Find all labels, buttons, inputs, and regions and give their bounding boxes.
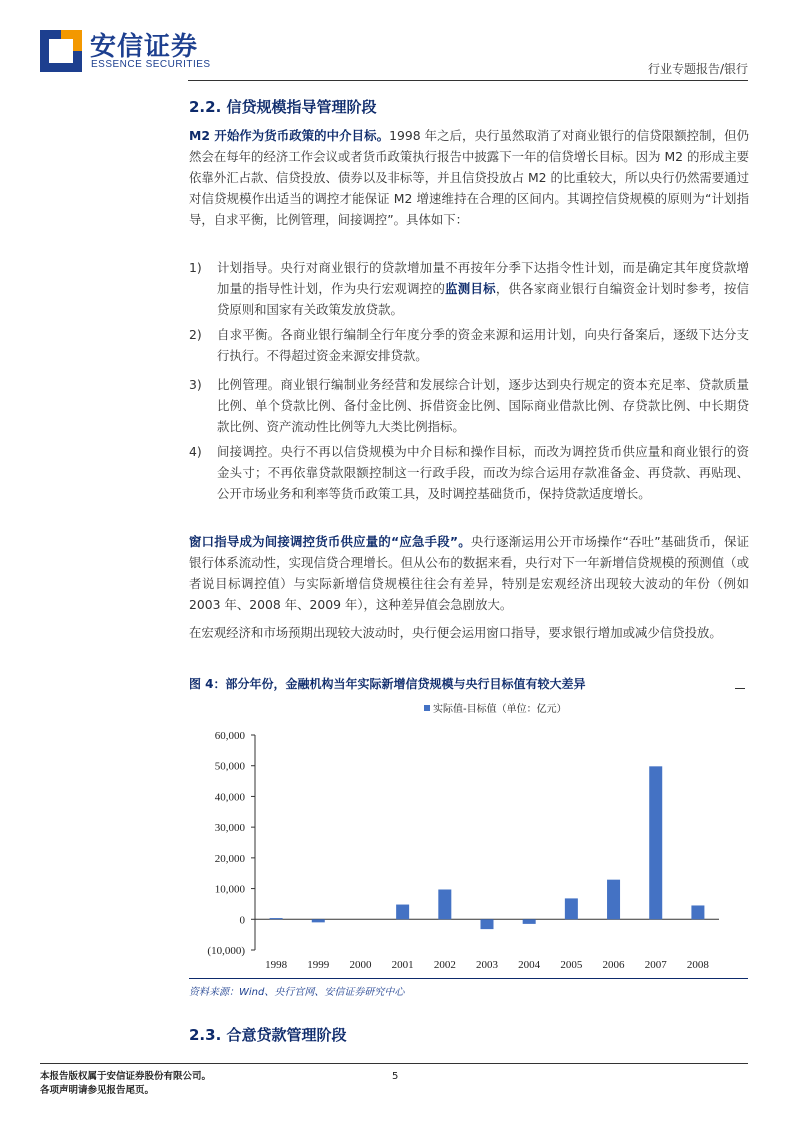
list-item-text: 自求平衡。各商业银行编制全行年度分季的资金来源和运用计划，向央行备案后，逐级下达分支行执行。不得超过资金来源安排贷款。 [217, 327, 749, 363]
x-tick-label: 2005 [560, 959, 583, 971]
x-tick-label: 2006 [602, 959, 625, 971]
bar-2003 [481, 919, 494, 929]
y-tick-label: 60,000 [214, 730, 245, 742]
y-tick-label: (10,000) [207, 945, 245, 957]
x-tick-label: 2007 [644, 959, 667, 971]
report-type: 行业专题报告/银行 [647, 62, 748, 76]
bar-chart [189, 693, 744, 976]
bar-2004 [523, 919, 536, 924]
bar-1998 [270, 918, 283, 919]
footer-copyright: 本报告版权属于安信证券股份有限公司。 [40, 1071, 212, 1082]
logo-english-name: ESSENCE SECURITIES [91, 59, 211, 70]
footer-notice: 各项声明请参见报告尾页。 [40, 1085, 155, 1096]
bars-group [270, 766, 705, 929]
footer-divider [40, 1063, 748, 1064]
list-item-text: 间接调控。央行不再以信贷规模为中介目标和操作目标，而改为调控货币供应量和商业银行的资金头寸；不再依靠贷款限额控制这一行政手段，而改为综合运用存款准备金、再贷款、再贴现、公开市场业务和利率等货币政策工具，及时调控基础货币，保持贷款适度增长。 [217, 444, 749, 501]
x-tick-label: 2001 [391, 959, 414, 971]
x-tick-label: 2004 [518, 959, 541, 971]
page-number: 5 [392, 1071, 399, 1082]
figure-title-dash [735, 688, 745, 689]
list-item-text: 计划指导。央行对商业银行的贷款增加量不再按年分季下达指令性计划，而是确定其年度贷款增加量的指导性计划，作为央行宏观调控的监测目标，供各家商业银行自编资金计划时参考，按信贷原则和国家有关政策发放贷款。 [217, 260, 750, 317]
list-item-number: 2) [189, 327, 202, 342]
figure-title: 图 4：部分年份，金融机构当年实际新增信贷规模与央行目标值有较大差异 [189, 677, 586, 691]
bar-2007 [649, 766, 662, 919]
legend-swatch [424, 705, 430, 711]
header-divider [188, 80, 748, 81]
bar-2002 [438, 889, 451, 919]
y-tick-label: 40,000 [214, 791, 245, 804]
bar-2008 [691, 905, 704, 919]
y-tick-label: 10,000 [214, 883, 245, 896]
x-tick-label: 2008 [686, 959, 709, 971]
y-axis [207, 730, 719, 957]
bar-2001 [396, 905, 409, 920]
footer-disclaimer [40, 1070, 211, 1098]
paragraph-window-guidance [189, 531, 749, 615]
paragraph-text: 央行逐渐运用公开市场操作“吞吐”基础货币，保证银行体系流动性，实现信贷合理增长。但从公布的数据来看，央行对下一年新增信贷规模的预测值（或者说目标调控值）与实际新增信贷规模往往会有差异，特别是宏观经济出现较大波动的年份（例如 2003 年、2008 年、2009 年），这种差异值会急剧放大。 [189, 534, 749, 612]
paragraph-macro-volatility: 在宏观经济和市场预期出现较大波动时，央行便会运用窗口指导，要求银行增加或减少信贷投放。 [189, 625, 722, 640]
figure-bottom-rule [189, 978, 748, 979]
y-tick-label: 30,000 [214, 822, 245, 835]
y-tick-label: 0 [239, 914, 245, 927]
x-tick-label: 2003 [476, 959, 498, 971]
bar-2006 [607, 880, 620, 920]
legend-label: 实际值-目标值（单位：亿元） [433, 704, 567, 715]
x-tick-label: 1998 [265, 959, 288, 971]
list-item-number: 4) [189, 444, 202, 459]
logo-mark-icon [40, 30, 82, 72]
y-tick-label: 50,000 [214, 760, 245, 773]
figure-source: 资料来源：Wind、央行官网、安信证券研究中心 [189, 987, 405, 998]
x-tick-label: 2000 [349, 959, 372, 971]
section-title-2-3: 2.3. 合意贷款管理阶段 [189, 1026, 347, 1044]
paragraph-lead-bold: 窗口指导成为间接调控货币供应量的“应急手段”。 [189, 534, 471, 549]
list-item-number: 3) [189, 377, 202, 392]
x-tick-label: 2002 [433, 959, 456, 971]
list-item-text: 比例管理。商业银行编制业务经营和发展综合计划，逐步达到央行规定的资本充足率、贷款质量比例、单个贷款比例、备付金比例、拆借资金比例、国际商业借款比例、存贷款比例、中长期贷款比例、资产流动性比例等九大类比例指标。 [217, 377, 749, 434]
company-logo [40, 26, 210, 76]
bar-2005 [565, 898, 578, 919]
list-item-number: 1) [189, 260, 202, 275]
chart-legend [424, 702, 567, 715]
section-title-2-2: 2.2. 信贷规模指导管理阶段 [189, 98, 377, 116]
paragraph-lead-bold: M2 开始作为货币政策的中介目标。 [189, 128, 390, 143]
paragraph-m2-target [189, 125, 749, 230]
y-tick-label: 20,000 [214, 852, 245, 865]
bar-1999 [312, 919, 325, 922]
logo-chinese-name: 安信证券 [90, 32, 199, 62]
x-tick-label: 1999 [307, 959, 330, 971]
paragraph-text: 1998 年之后，央行虽然取消了对商业银行的信贷限额控制，但仍然会在每年的经济工作会议或者货币政策执行报告中披露下一年的信贷增长目标。因为 M2 的形成主要依靠外汇占款、信贷投放、债券以及非标等，并且信贷投放占 M2 的比重较大，所以央行仍然需要通过对信贷规模作出适当的调控才能保证 M2 增速维持在合理的区间内。其调控信贷规模的原则为“计划指导，自求平衡，比例管理，间接调控”。具体如下： [189, 128, 749, 227]
x-axis-labels [265, 959, 709, 971]
list-item-bold: 监测目标 [445, 281, 496, 296]
